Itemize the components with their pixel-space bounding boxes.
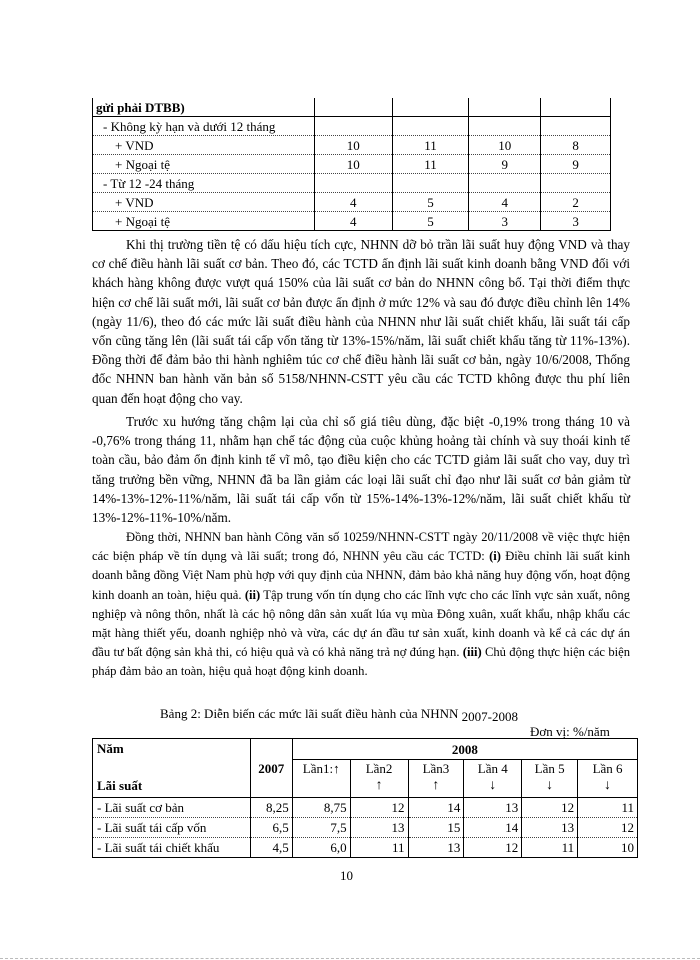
table1-header-cont: gửi phải DTBB) — [93, 98, 315, 117]
corner-header: Năm Lãi suất — [93, 739, 251, 798]
row-label: + VND — [93, 193, 315, 212]
arrow-up-icon: ↑ — [375, 778, 383, 794]
paragraph-1: Khi thị trường tiền tệ có dấu hiệu tích cực, NHNN dỡ bỏ trần lãi suất huy động VND và thay cơ chế điều hành lãi suất cơ bản. Theo đó, các TCTD ấn định lãi suất kinh doanh bằng VND đối với khách hàng không được vượt quá 150% của lãi suất cơ bản do NHNN công bố. Tại thời điểm thực hiện cơ chế lãi suất mới, lãi suất cơ bản được ấn định ở mức 12% và sau đó được điều chỉnh lên 14% (ngày 11/6), theo đó các mức lãi suất điều hành của NHNN như lãi suất chiết khấu, lãi suất tái cấp vốn cũng tăng lên (lãi suất tái cấp vốn tăng từ 13%-15%/năm, lãi suất chiết khấu tăng từ 11%-13%). Đồng thời để đảm bảo thi hành nghiêm túc cơ chế điều hành lãi suất cơ bản, ngày 10/6/2008, Thống đốc NHNN ban hành văn bản số 5158/NHNN-CSTT yêu cầu các TCTD không được thu phí liên quan đến hoạt động cho vay. — [92, 237, 630, 406]
lan-6-header: Lần 6 ↓ — [578, 760, 638, 798]
row-label: + Ngoại tệ — [93, 212, 315, 231]
table-row — [93, 117, 611, 136]
year-2007-header: 2007 — [250, 739, 292, 798]
table-header-row — [93, 739, 638, 760]
lan-2-header: Lần2 ↑ — [350, 760, 408, 798]
table-row — [93, 98, 611, 117]
lan-5-header: Lần 5 ↓ — [522, 760, 578, 798]
arrow-down-icon: ↓ — [489, 778, 497, 794]
lan-3-header: Lần3 ↑ — [408, 760, 464, 798]
row-label: - Lãi suất tái chiết khấu — [93, 838, 251, 858]
table-row: + Ngoại tệ 4 5 3 3 — [93, 212, 611, 231]
policy-rate-table — [92, 738, 638, 858]
table2-caption: Bảng 2: Diễn biến các mức lãi suất điều hành của NHNN 2007-2008 — [160, 706, 518, 724]
table-row: - Lãi suất tái chiết khấu 4,5 6,0 11 13 12 11 10 — [93, 838, 638, 858]
row-label: - Lãi suất cơ bản — [93, 798, 251, 818]
row-label: + Ngoại tệ — [93, 155, 315, 174]
arrow-up-icon: ↑ — [432, 778, 440, 794]
paragraph-2: Trước xu hướng tăng chậm lại của chỉ số giá tiêu dùng, đặc biệt -0,19% trong tháng 10 và -0,76% trong tháng 11, nhằm hạn chế tác động của cuộc khủng hoảng tài chính và suy thoái kinh tế toàn cầu, bảo đảm ổn định kinh tế vĩ mô, tạo điều kiện cho các TCTD giảm lãi suất cho vay, duy trì tăng trưởng bền vững, NHNN đã ba lần giảm các loại lãi suất chỉ đạo như lãi suất cơ bản giảm từ 14%-13%-12%-11%/năm, lãi suất tái cấp vốn từ 15%-14%-13%-12%/năm, lãi suất chiết khấu từ 13%-12%-11%-10%/năm. — [92, 414, 630, 526]
paragraph-3: Đồng thời, NHNN ban hành Công văn số 10259/NHNN-CSTT ngày 20/11/2008 về việc thực hiện các biện pháp về tín dụng và lãi suất; trong đó, NHNN yêu cầu các TCTD: (i) Điều chỉnh lãi suất kinh doanh bằng đồng Việt Nam phù hợp với quy định của NHNN, đảm bảo khả năng huy động vốn, hoạt động kinh doanh an toàn, hiệu quả. (ii) Tập trung vốn tín dụng cho các lĩnh vực cho các lĩnh vực sản xuất, nông nghiệp và nông thôn, nhất là các hộ nông dân sản xuất lúa vụ mùa Đông xuân, xuất khẩu, nhập khẩu các mặt hàng thiết yếu, doanh nghiệp nhỏ và vừa, các dự án đầu tư sản xuất, kinh doanh và kể cả các dự án đầu tư bất động sản khả thi, có hiệu quả và có khả năng trả nợ đúng hạn. (iii) Chủ động thực hiện các biện pháp đảm bảo an toàn, hiệu quả hoạt động kinh doanh. — [92, 530, 630, 679]
page-number: 10 — [340, 868, 353, 883]
arrow-up-icon: ↑ — [333, 761, 340, 777]
arrow-down-icon: ↓ — [546, 778, 554, 794]
row-label: - Từ 12 -24 tháng — [93, 174, 315, 193]
lan-1-header: Lần1:↑ — [292, 760, 350, 798]
table-row: + VND 4 5 4 2 — [93, 193, 611, 212]
table-row: + VND 10 11 10 8 — [93, 136, 611, 155]
table-row — [93, 174, 611, 193]
table-row: - Lãi suất tái cấp vốn 6,5 7,5 13 15 14 13 12 — [93, 818, 638, 838]
row-label: - Không kỳ hạn và dưới 12 tháng — [93, 117, 315, 136]
page-break-divider — [0, 958, 700, 959]
lan-4-header: Lần 4 ↓ — [464, 760, 522, 798]
row-label: - Lãi suất tái cấp vốn — [93, 818, 251, 838]
arrow-down-icon: ↓ — [604, 778, 612, 794]
table-row: + Ngoại tệ 10 11 9 9 — [93, 155, 611, 174]
table2-unit: Đơn vị: %/năm — [530, 724, 610, 739]
deposit-rate-table — [92, 98, 611, 231]
table-row: - Lãi suất cơ bản 8,25 8,75 12 14 13 12 11 — [93, 798, 638, 818]
year-2008-header: 2008 — [292, 739, 637, 760]
row-label: + VND — [93, 136, 315, 155]
